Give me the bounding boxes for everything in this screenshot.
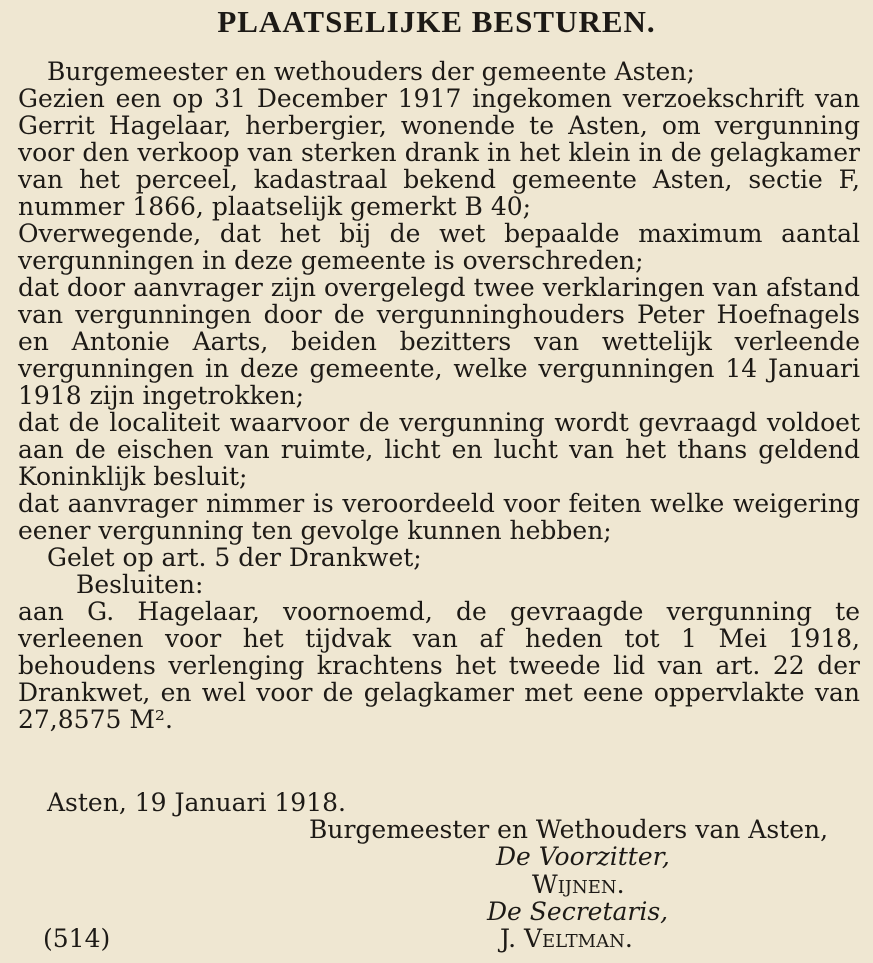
paragraph-9-text: aan G. Hagelaar, voornoemd, de gevraagde vergunning te verleenen voor het tijdvak van af heden tot 1 Mei 1918, behoudens verlenging krachtens het tweede lid van art. 22 der Drankwet, en wel voor de gelagkamer met eene oppervlakte van 27,8575 M². [18, 597, 860, 734]
signature-organization: Burgemeester en Wethouders van Asten, [309, 815, 829, 844]
signature-name-secretary: J. Veltman. [500, 924, 633, 953]
page-title: PLAATSELIJKE BESTUREN. [217, 4, 656, 39]
paragraph-5-text: dat de localiteit waarvoor de vergunning wordt gevraagd voldoet aan de eischen van ruimte, licht en lucht van het thans geldend Koninklijk besluit; [18, 408, 860, 491]
reference-number: (514) [43, 924, 111, 953]
paragraph-4-text: dat door aanvrager zijn overgelegd twee verklaringen van afstand van vergunningen door de vergunninghouders Peter Hoefnagels en Antonie Aarts, beiden bezitters van wettelijk verleende vergunningen in deze gemeente, welke vergunningen 14 Januari 1918 zijn ingetrokken; [18, 273, 860, 410]
paragraph-6-text: dat aanvrager nimmer is veroordeeld voor feiten welke weigering eener vergunning ten gevolge kunnen hebben; [18, 489, 860, 545]
paragraph-2-text: Gezien een op 31 December 1917 ingekomen verzoekschrift van Gerrit Hagelaar, herbergier, wonende te Asten, om vergunning voor den verkoop van sterken drank in het klein in de gelagkamer van het perceel, kadastraal bekend gemeente Asten, sectie F, nummer 1866, plaatselijk gemerkt B 40; [18, 84, 860, 221]
paragraph-8: Besluiten: [76, 570, 204, 599]
paragraph-5 [18, 409, 860, 490]
place-date: Asten, 19 Januari 1918. [47, 788, 346, 817]
notice-body [18, 58, 860, 733]
paragraph-6 [18, 490, 860, 544]
paragraph-2 [18, 85, 860, 220]
paragraph-3 [18, 220, 860, 274]
signature-role-secretary: De Secretaris, [487, 897, 669, 926]
signature-role-chair: De Voorzitter, [496, 842, 670, 871]
paragraph-4 [18, 274, 860, 409]
paragraph-3-text: Overwegende, dat het bij de wet bepaalde maximum aantal vergunningen in deze gemeente is overschreden; [18, 219, 860, 275]
signature-name-chair: Wijnen. [532, 870, 625, 899]
paragraph-9 [18, 598, 860, 733]
paragraph-1: Burgemeester en wethouders der gemeente Asten; [47, 57, 695, 86]
paragraph-7: Gelet op art. 5 der Drankwet; [47, 543, 422, 572]
